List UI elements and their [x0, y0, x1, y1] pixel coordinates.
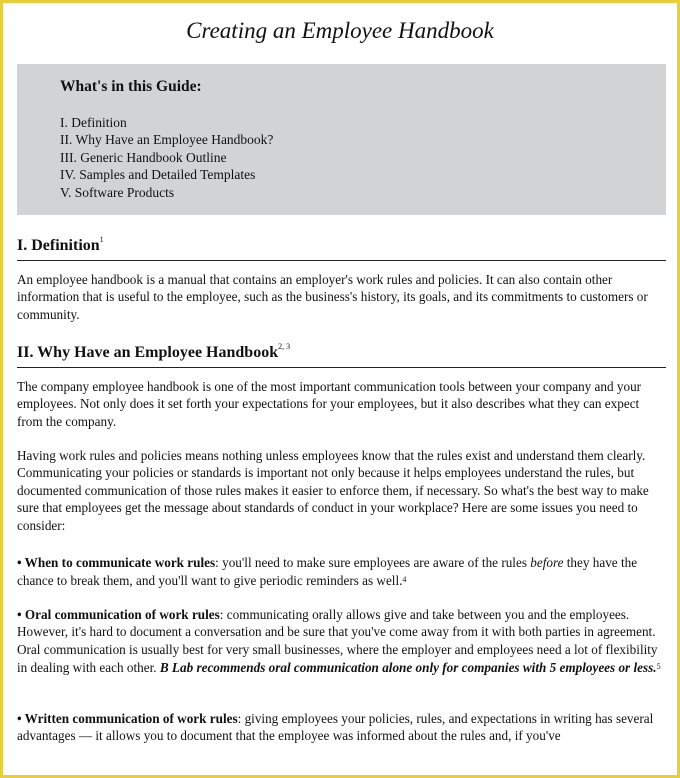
- bullet-oral-communication: • Oral communication of work rules: communicating orally allows give and take between you and the employees. However, it's hard to document a conversation and be sure that you've come away from it with both parties in agreement. Oral communication is usually best for very small businesses, where the employer and employees need a lot of flexibility in dealing with each other. B Lab recommends oral communication alone only for companies with 5 employees or less.$^5$: [17, 607, 661, 676]
- guide-item: IV. Samples and Detailed Templates: [60, 167, 256, 183]
- guide-item: I. Definition: [60, 115, 127, 130]
- emphasis-text: before: [530, 555, 564, 570]
- footnote-marker: 5: [656, 662, 661, 672]
- document-title: Creating an Employee Handbook: [186, 18, 494, 43]
- guide-item: III. Generic Handbook Outline: [60, 149, 227, 165]
- definition-paragraph: An employee handbook is a manual that contains an employer's work rules and policies. It can also contain other information that is useful to the employee, such as the business's history, its goals, and its commitments to customers or community.: [17, 272, 648, 322]
- guide-item: II. Why Have an Employee Handbook?: [60, 132, 274, 148]
- footnote-marker: 2, 3: [278, 342, 291, 351]
- why-paragraph-1: The company employee handbook is one of the most important communication tools between your company and your employees. Not only does it set forth your expectations for your employees, but it also describes what they can expect from the company.: [17, 379, 642, 429]
- bullet-when-to-communicate: • When to communicate work rules: you'll need to make sure employees are aware of the rules before they have the chance to break them, and you'll want to give periodic reminders as well.$^4$: [17, 555, 638, 589]
- bullet-written-communication: • Written communication of work rules: giving employees your policies, rules, and expectations in writing has several advantages — it allows you to document that the employee was informed about the rules and, if you've: [17, 711, 654, 744]
- recommendation-text: B Lab recommends oral communication alone only for companies with 5 employees or less.: [159, 660, 657, 676]
- section-heading-definition: I. Definition$^1$: [17, 235, 666, 261]
- bullet-label: • Oral communication of work rules: [17, 607, 220, 622]
- guide-heading: What's in this Guide:: [60, 78, 202, 95]
- guide-box: [17, 64, 666, 215]
- why-paragraph-2: Having work rules and policies means nothing unless employees know that the rules exist and understand them clearly. Communicating your policies or standards is important not only because it helps employees understand the rules, but documented communication of those rules makes it easier to enforce them, if necessary. So what's the best way to make sure that employees get the message about standards of conduct in your workplace? Here are some issues you need to consider:: [17, 448, 649, 533]
- footnote-marker: 1: [99, 235, 104, 244]
- guide-list: [60, 114, 273, 201]
- bullet-label: • Written communication of work rules: [17, 711, 238, 726]
- bullet-label: • When to communicate work rules: [17, 555, 216, 570]
- guide-item: V. Software Products: [60, 184, 175, 200]
- footnote-marker: 4: [402, 575, 407, 585]
- section-heading-why: II. Why Have an Employee Handbook$^{2, 3}$: [17, 342, 666, 368]
